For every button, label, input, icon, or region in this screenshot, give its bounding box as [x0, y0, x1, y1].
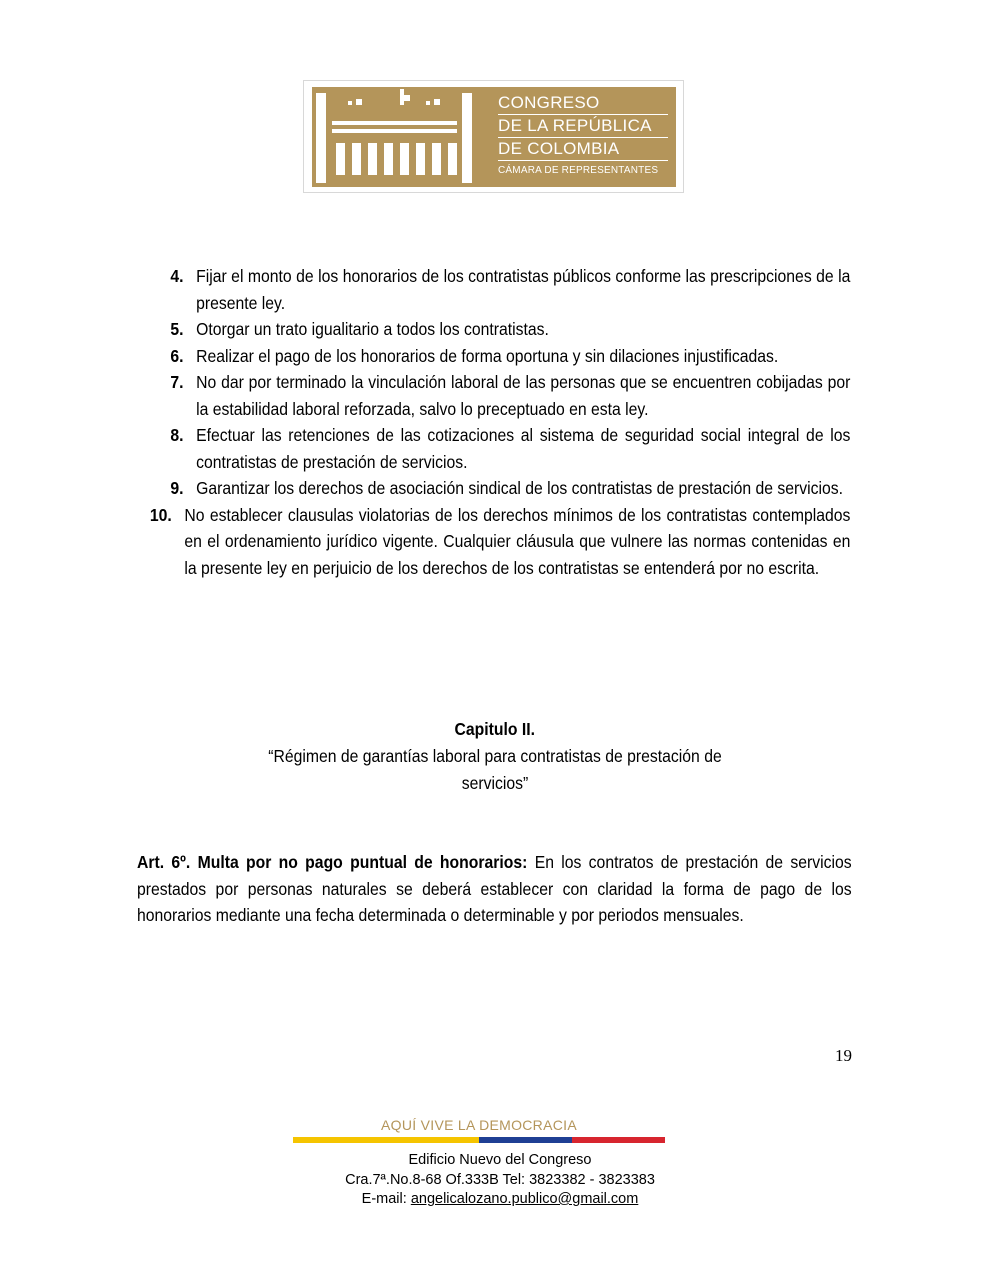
article-body: En los contratos de prestación de servicios prestados por personas naturales se deberá establecer con claridad la forma de pago de los honorarios mediante una fecha determinada o determinable y por periodos mensuales.: [137, 852, 852, 925]
flag-stripe-red: [572, 1137, 665, 1143]
capitol-building-icon: [312, 87, 477, 187]
list-item-text: Efectuar las retenciones de las cotizaciones al sistema de seguridad social integral de los contratistas de prestación de servicios.: [196, 425, 851, 472]
chapter-heading: [137, 716, 852, 797]
footer-email-line: [250, 1190, 750, 1210]
footer-contact: [250, 1151, 750, 1210]
chapter-subtitle-line-2: servicios”: [461, 773, 528, 793]
logo-subtitle: CÁMARA DE REPRESENTANTES: [498, 165, 659, 176]
article-paragraph: [137, 849, 852, 929]
list-item: [152, 316, 850, 343]
list-item-text: No establecer clausulas violatorias de los derechos mínimos de los contratistas contemplados en el ordenamiento jurídico vigente. Cualquier cláusula que vulnere las normas contenidas en la presente ley en perjuicio de los derechos de los contratistas se entenderá por no escrita.: [184, 504, 851, 578]
logo-background: [312, 87, 676, 187]
list-item: [152, 263, 850, 316]
footer-motto: AQUÍ VIVE LA DEMOCRACIA: [381, 1117, 577, 1133]
list-item-number: 10.: [149, 504, 172, 525]
list-item-number: 4.: [170, 266, 184, 286]
footer-building: Edificio Nuevo del Congreso: [408, 1152, 592, 1168]
list-item-number: 6.: [170, 345, 184, 366]
chapter-subtitle-line-1: “Régimen de garantías laboral para contratistas de prestación de: [267, 746, 722, 766]
obligations-list: [149, 263, 851, 581]
list-item-text: No dar por terminado la vinculación laboral de las personas que se encuentren cobijadas por la estabilidad laboral reforzada, salvo lo preceptuado en esta ley.: [196, 372, 851, 419]
list-item-number: 5.: [170, 319, 184, 339]
list-item-number: 7.: [170, 372, 184, 392]
article-heading: Art. 6º. Multa por no pago puntual de honorarios:: [137, 852, 528, 872]
list-item-number: 9.: [170, 478, 184, 498]
logo-text: [498, 93, 668, 178]
footer-email-label: E-mail:: [361, 1191, 411, 1207]
list-item: [152, 422, 850, 475]
chapter-title: Capitulo II.: [454, 719, 535, 739]
list-item-text: Fijar el monto de los honorarios de los contratistas públicos conforme las prescripciones de la presente ley.: [196, 266, 851, 313]
list-item: [152, 475, 850, 502]
logo-line-2: DE LA REPÚBLICA: [498, 116, 668, 138]
list-item: [152, 343, 850, 370]
email-link[interactable]: angelicalozano.publico@gmail.com: [410, 1191, 639, 1207]
footer-address: Cra.7ª.No.8-68 Of.333B Tel: 3823382 - 3823383: [345, 1171, 655, 1188]
congress-logo: [303, 80, 684, 193]
flag-stripe-yellow: [293, 1137, 479, 1143]
list-item-number: 8.: [170, 425, 184, 445]
list-item-text: Garantizar los derechos de asociación sindical de los contratistas de prestación de servicios.: [196, 478, 844, 498]
logo-line-3: DE COLOMBIA: [498, 139, 668, 161]
list-item: [140, 502, 850, 582]
list-item-text: Realizar el pago de los honorarios de forma oportuna y sin dilaciones injustificadas.: [196, 345, 779, 366]
page-number: 19: [835, 1046, 852, 1065]
list-item-text: Otorgar un trato igualitario a todos los contratistas.: [196, 319, 549, 339]
flag-stripe-blue: [479, 1137, 572, 1143]
logo-line-1: CONGRESO: [498, 93, 668, 115]
flag-stripes: [293, 1137, 665, 1143]
list-item: [152, 369, 850, 422]
